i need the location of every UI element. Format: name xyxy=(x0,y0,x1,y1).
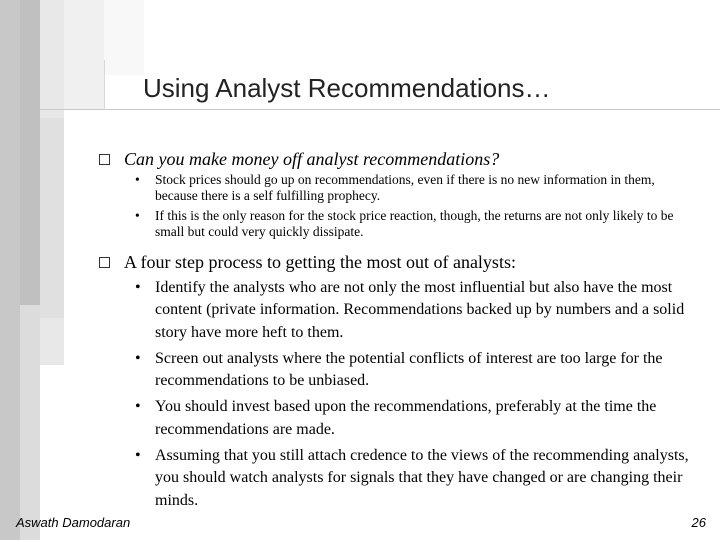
subitem-text: Assuming that you still attach credence to the views of the recommending analysts, you should watch analysts for signals that they have changed or are changing their minds. xyxy=(155,447,689,509)
list-item xyxy=(135,277,700,344)
bullet-dot: • xyxy=(135,172,140,187)
bullet-dot: • xyxy=(135,398,141,416)
bullet-dot: • xyxy=(135,279,141,296)
subitem-text: If this is the only reason for the stock price reaction, though, the returns are not only likely to be small but could very quickly dissipate. xyxy=(155,208,674,239)
subitem-text: Identify the analysts who are not only the most influential but also have the most content (private information. Recommendations backed up by numbers and a solid story have more heft to them. xyxy=(155,279,685,341)
bullet-2-subitems xyxy=(135,277,700,516)
decor-bar xyxy=(20,0,40,305)
title-divider-vertical xyxy=(104,60,105,110)
bullet-1-text: Can you make money off analyst recommendations? xyxy=(124,149,500,169)
list-item xyxy=(135,208,695,240)
list-item xyxy=(135,172,695,204)
list-item xyxy=(135,445,700,512)
list-item xyxy=(135,396,700,441)
bullet-dot: • xyxy=(135,349,141,367)
decor-bar xyxy=(64,0,104,110)
bullet-1-subitems xyxy=(135,172,695,244)
footer-author: Aswath Damodaran xyxy=(16,515,131,530)
decor-bar xyxy=(0,0,20,540)
list-item xyxy=(135,348,700,393)
page-number: 26 xyxy=(691,515,706,530)
bullet-1 xyxy=(99,148,499,170)
bullet-dot: • xyxy=(135,447,141,465)
slide-title: Using Analyst Recommendations… xyxy=(143,73,551,103)
decor-bar xyxy=(40,118,64,318)
square-bullet-icon xyxy=(99,257,110,268)
title-divider xyxy=(40,109,720,110)
subitem-text: Stock prices should go up on recommendations, even if there is no new information in them, because there is a self fulfilling prophecy. xyxy=(155,172,655,203)
bullet-dot: • xyxy=(135,208,140,223)
decor-bar xyxy=(104,0,144,75)
bullet-2-text: A four step process to getting the most out of analysts: xyxy=(124,252,516,272)
subitem-text: You should invest based upon the recommendations, preferably at the time the recommendations are made. xyxy=(155,398,657,438)
bullet-2 xyxy=(99,251,516,273)
square-bullet-icon xyxy=(99,154,110,165)
subitem-text: Screen out analysts where the potential conflicts of interest are too large for the recommendations to be unbiased. xyxy=(155,349,663,390)
